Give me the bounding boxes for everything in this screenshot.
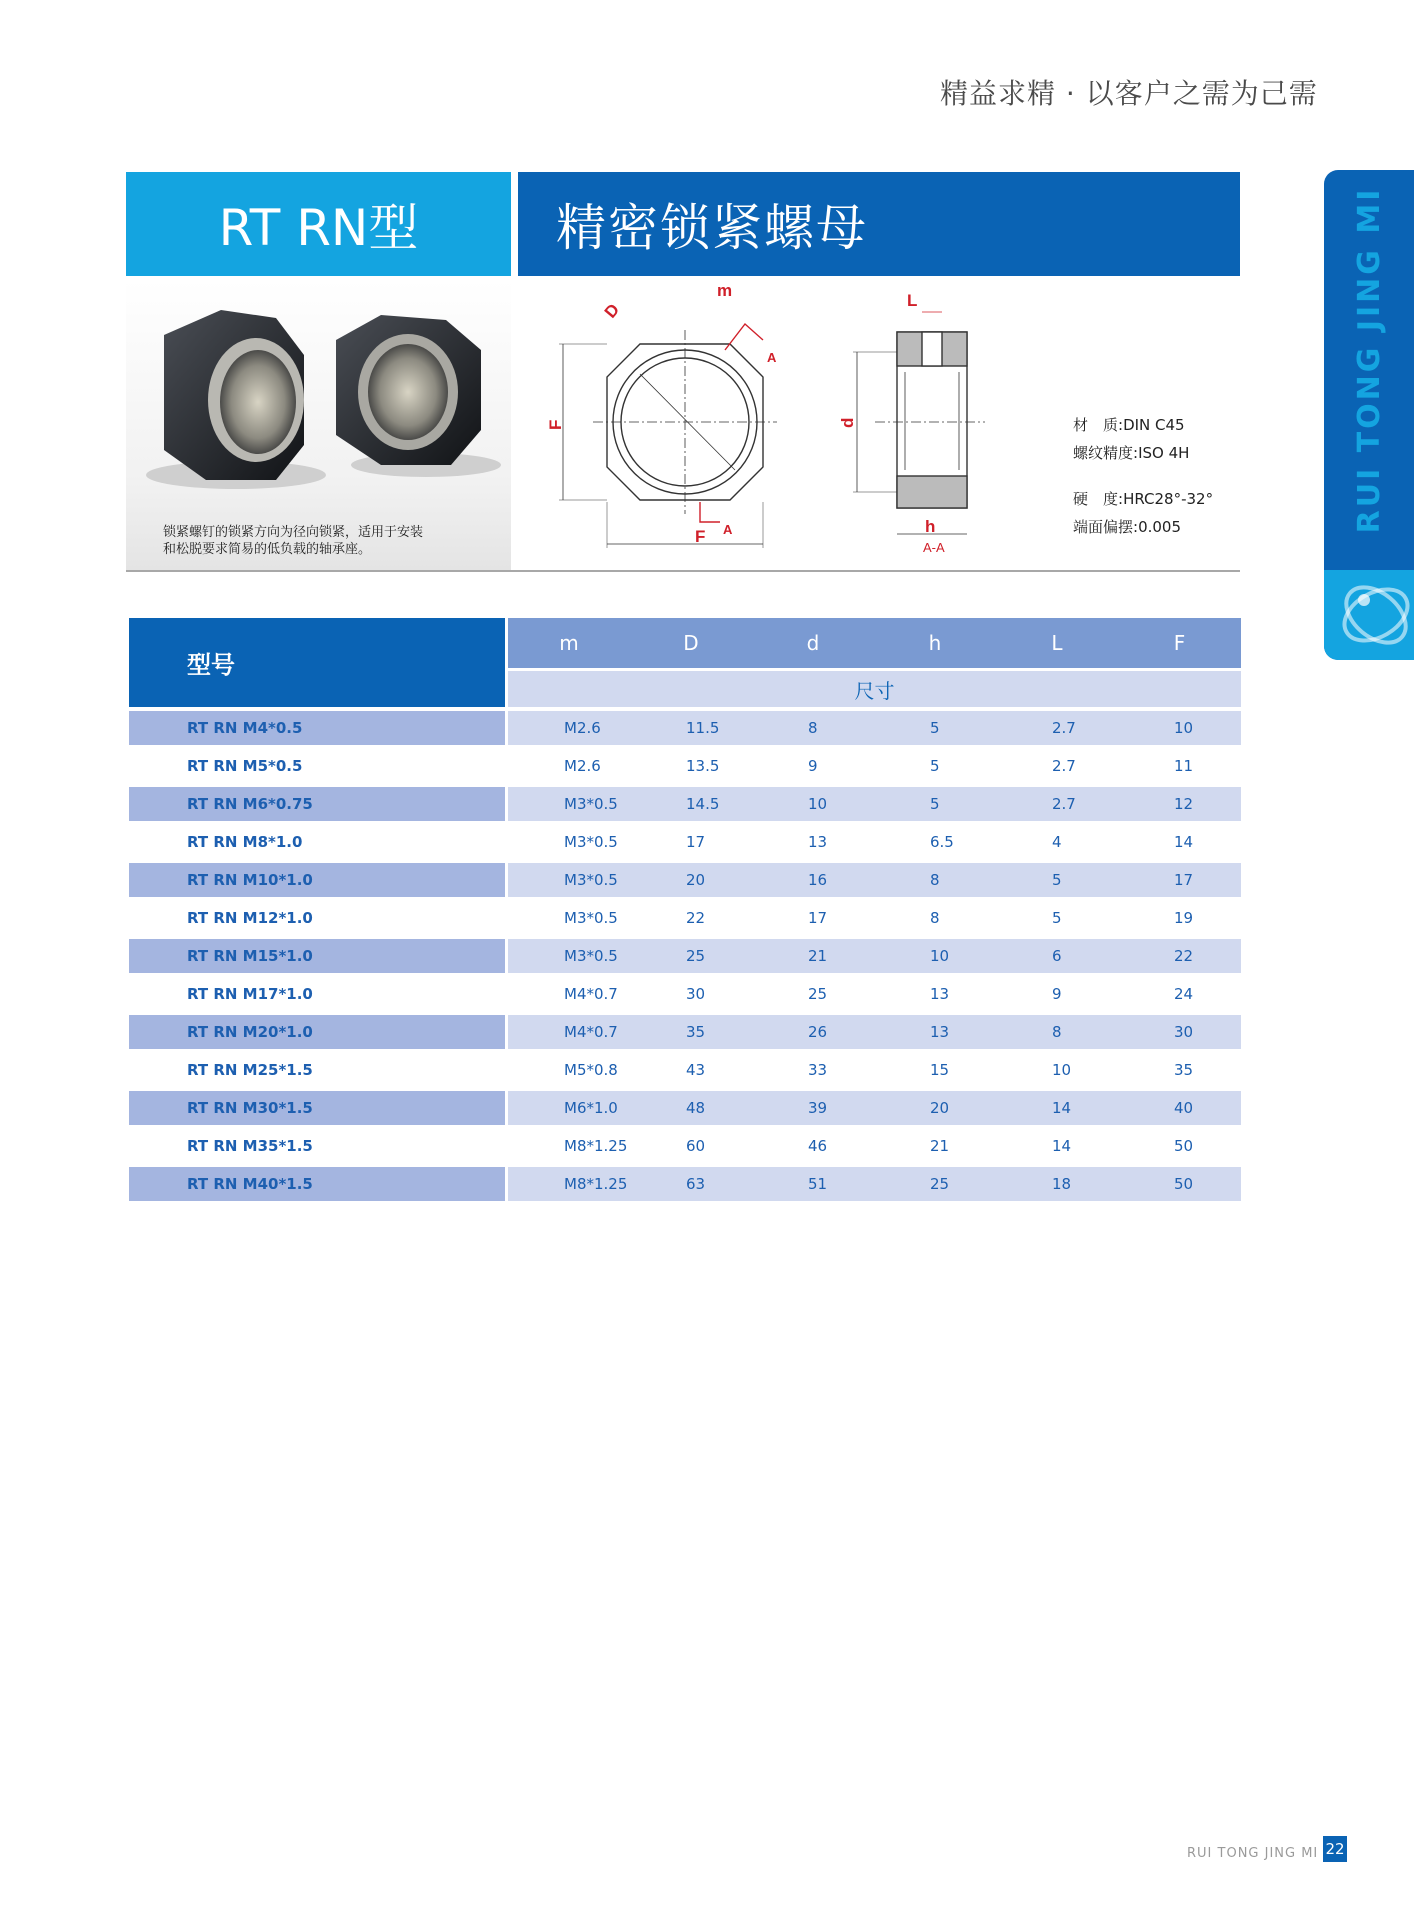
spec-value: DIN C45 <box>1123 416 1185 434</box>
tagline: 精益求精 · 以客户之需为己需 <box>940 77 1318 110</box>
footer-brand: RUI TONG JING MI <box>1187 1846 1319 1861</box>
cell-m: M4*0.7 <box>508 1011 630 1049</box>
cell-h: 13 <box>874 973 996 1011</box>
cell-model: RT RN M35*1.5 <box>129 1125 508 1163</box>
cell-L: 9 <box>996 973 1118 1011</box>
header-col-m: m <box>508 618 630 668</box>
table-row <box>129 707 1241 745</box>
cell-D: 20 <box>630 859 752 897</box>
cell-F: 19 <box>1118 897 1241 935</box>
caption-line-2: 和松脱要求简易的低负载的轴承座。 <box>163 542 372 557</box>
cell-m: M3*0.5 <box>508 783 630 821</box>
cell-L: 4 <box>996 821 1118 859</box>
cell-model: RT RN M17*1.0 <box>129 973 508 1011</box>
table-row <box>129 897 1241 935</box>
header-dimensions: 尺寸 <box>508 668 1241 707</box>
cell-model: RT RN M20*1.0 <box>129 1011 508 1049</box>
side-logo-panel <box>1324 570 1414 660</box>
cell-D: 17 <box>630 821 752 859</box>
dim-label-d: d <box>838 417 857 428</box>
cell-L: 14 <box>996 1087 1118 1125</box>
spec-value: HRC28°-32° <box>1123 490 1214 508</box>
page-number: 22 <box>1323 1836 1347 1862</box>
photo-caption <box>163 524 503 558</box>
table-row <box>129 745 1241 783</box>
cell-L: 8 <box>996 1011 1118 1049</box>
dim-label-F-horizontal: F <box>695 527 706 546</box>
cell-h: 5 <box>874 707 996 745</box>
cell-d: 33 <box>752 1049 874 1087</box>
spec-value: 0.005 <box>1138 518 1182 536</box>
spec-label: 螺纹精度 <box>1073 444 1134 462</box>
cell-m: M2.6 <box>508 745 630 783</box>
cell-d: 25 <box>752 973 874 1011</box>
cell-L: 14 <box>996 1125 1118 1163</box>
cell-D: 60 <box>630 1125 752 1163</box>
cell-model: RT RN M40*1.5 <box>129 1163 508 1201</box>
spec-runout: 端面偏摆:0.005 <box>1073 518 1182 536</box>
dim-label-A-bottom: A <box>723 522 733 537</box>
cell-d: 21 <box>752 935 874 973</box>
cell-d: 39 <box>752 1087 874 1125</box>
cell-h: 21 <box>874 1125 996 1163</box>
cell-h: 6.5 <box>874 821 996 859</box>
table-row <box>129 821 1241 859</box>
cell-L: 2.7 <box>996 783 1118 821</box>
cell-m: M3*0.5 <box>508 821 630 859</box>
table-row <box>129 859 1241 897</box>
dim-label-L: L <box>907 291 918 310</box>
cell-h: 5 <box>874 745 996 783</box>
table-row <box>129 783 1241 821</box>
cell-h: 15 <box>874 1049 996 1087</box>
table-row <box>129 935 1241 973</box>
cell-F: 30 <box>1118 1011 1241 1049</box>
product-title: 精密锁紧螺母 <box>518 172 1240 276</box>
cell-model: RT RN M5*0.5 <box>129 745 508 783</box>
header-col-d: d <box>752 618 874 668</box>
cell-F: 50 <box>1118 1163 1241 1201</box>
cell-h: 5 <box>874 783 996 821</box>
cell-F: 24 <box>1118 973 1241 1011</box>
spec-label: 硬 度 <box>1073 490 1119 508</box>
table-row <box>129 1163 1241 1201</box>
header-col-h: h <box>874 618 996 668</box>
cell-h: 10 <box>874 935 996 973</box>
cell-D: 30 <box>630 973 752 1011</box>
cell-d: 16 <box>752 859 874 897</box>
cell-d: 26 <box>752 1011 874 1049</box>
model-title: RT RN型 <box>126 172 511 276</box>
header-col-L: L <box>996 618 1118 668</box>
cell-model: RT RN M15*1.0 <box>129 935 508 973</box>
dim-label-D: D <box>600 300 624 322</box>
cell-d: 10 <box>752 783 874 821</box>
cell-m: M2.6 <box>508 707 630 745</box>
cell-L: 18 <box>996 1163 1118 1201</box>
cell-m: M3*0.5 <box>508 859 630 897</box>
cell-F: 50 <box>1118 1125 1241 1163</box>
dim-label-m: m <box>717 282 733 300</box>
cell-h: 20 <box>874 1087 996 1125</box>
cell-d: 51 <box>752 1163 874 1201</box>
dimension-table <box>129 618 1241 1201</box>
cell-model: RT RN M30*1.5 <box>129 1087 508 1125</box>
cell-D: 13.5 <box>630 745 752 783</box>
cell-m: M3*0.5 <box>508 935 630 973</box>
cell-F: 22 <box>1118 935 1241 973</box>
cell-L: 2.7 <box>996 745 1118 783</box>
cell-h: 8 <box>874 897 996 935</box>
cell-F: 11 <box>1118 745 1241 783</box>
section-divider <box>126 570 1240 572</box>
cell-D: 14.5 <box>630 783 752 821</box>
cell-D: 43 <box>630 1049 752 1087</box>
header-model: 型号 <box>129 618 508 707</box>
spec-label: 材 质 <box>1073 416 1119 434</box>
spec-hardness: 硬 度:HRC28°-32° <box>1073 490 1214 508</box>
cell-d: 46 <box>752 1125 874 1163</box>
spec-material: 材 质:DIN C45 <box>1073 416 1185 434</box>
cell-L: 6 <box>996 935 1118 973</box>
cell-F: 17 <box>1118 859 1241 897</box>
cell-D: 22 <box>630 897 752 935</box>
table-row <box>129 1049 1241 1087</box>
cell-L: 5 <box>996 859 1118 897</box>
cell-m: M8*1.25 <box>508 1163 630 1201</box>
cell-d: 17 <box>752 897 874 935</box>
dim-label-F-vertical: F <box>546 419 565 430</box>
section-label: A-A <box>923 540 945 555</box>
cell-model: RT RN M25*1.5 <box>129 1049 508 1087</box>
cell-L: 10 <box>996 1049 1118 1087</box>
table-row <box>129 973 1241 1011</box>
cell-D: 11.5 <box>630 707 752 745</box>
cell-d: 9 <box>752 745 874 783</box>
brand-logo-icon <box>1324 570 1414 660</box>
cell-m: M5*0.8 <box>508 1049 630 1087</box>
cell-h: 13 <box>874 1011 996 1049</box>
spec-thread: 螺纹精度:ISO 4H <box>1073 444 1190 462</box>
cell-model: RT RN M6*0.75 <box>129 783 508 821</box>
cell-L: 5 <box>996 897 1118 935</box>
cell-F: 12 <box>1118 783 1241 821</box>
cell-model: RT RN M8*1.0 <box>129 821 508 859</box>
caption-line-1: 锁紧螺钉的锁紧方向为径向锁紧，适用于安装 <box>163 525 424 540</box>
cell-h: 8 <box>874 859 996 897</box>
spec-value: ISO 4H <box>1138 444 1190 462</box>
spec-label: 端面偏摆 <box>1073 518 1134 536</box>
cell-F: 40 <box>1118 1087 1241 1125</box>
cell-d: 13 <box>752 821 874 859</box>
cell-F: 35 <box>1118 1049 1241 1087</box>
table-row <box>129 1011 1241 1049</box>
dim-label-h: h <box>925 517 936 536</box>
cell-model: RT RN M4*0.5 <box>129 707 508 745</box>
cell-model: RT RN M10*1.0 <box>129 859 508 897</box>
table-row <box>129 1125 1241 1163</box>
cell-D: 63 <box>630 1163 752 1201</box>
cell-L: 2.7 <box>996 707 1118 745</box>
side-brand: RUI TONG JING MI <box>1351 186 1387 534</box>
cell-model: RT RN M12*1.0 <box>129 897 508 935</box>
cell-D: 48 <box>630 1087 752 1125</box>
cell-D: 25 <box>630 935 752 973</box>
technical-drawing <box>545 282 1005 572</box>
cell-F: 10 <box>1118 707 1241 745</box>
side-tab <box>1324 170 1414 660</box>
cell-m: M3*0.5 <box>508 897 630 935</box>
header-col-F: F <box>1118 618 1241 668</box>
cell-m: M4*0.7 <box>508 973 630 1011</box>
table-body <box>129 707 1241 1201</box>
cell-d: 8 <box>752 707 874 745</box>
cell-D: 35 <box>630 1011 752 1049</box>
cell-m: M6*1.0 <box>508 1087 630 1125</box>
cell-F: 14 <box>1118 821 1241 859</box>
cell-m: M8*1.25 <box>508 1125 630 1163</box>
cell-h: 25 <box>874 1163 996 1201</box>
header-col-D: D <box>630 618 752 668</box>
lock-nut-photo-icon <box>126 280 511 520</box>
table-row <box>129 1087 1241 1125</box>
dim-label-A-top: A <box>767 350 777 365</box>
